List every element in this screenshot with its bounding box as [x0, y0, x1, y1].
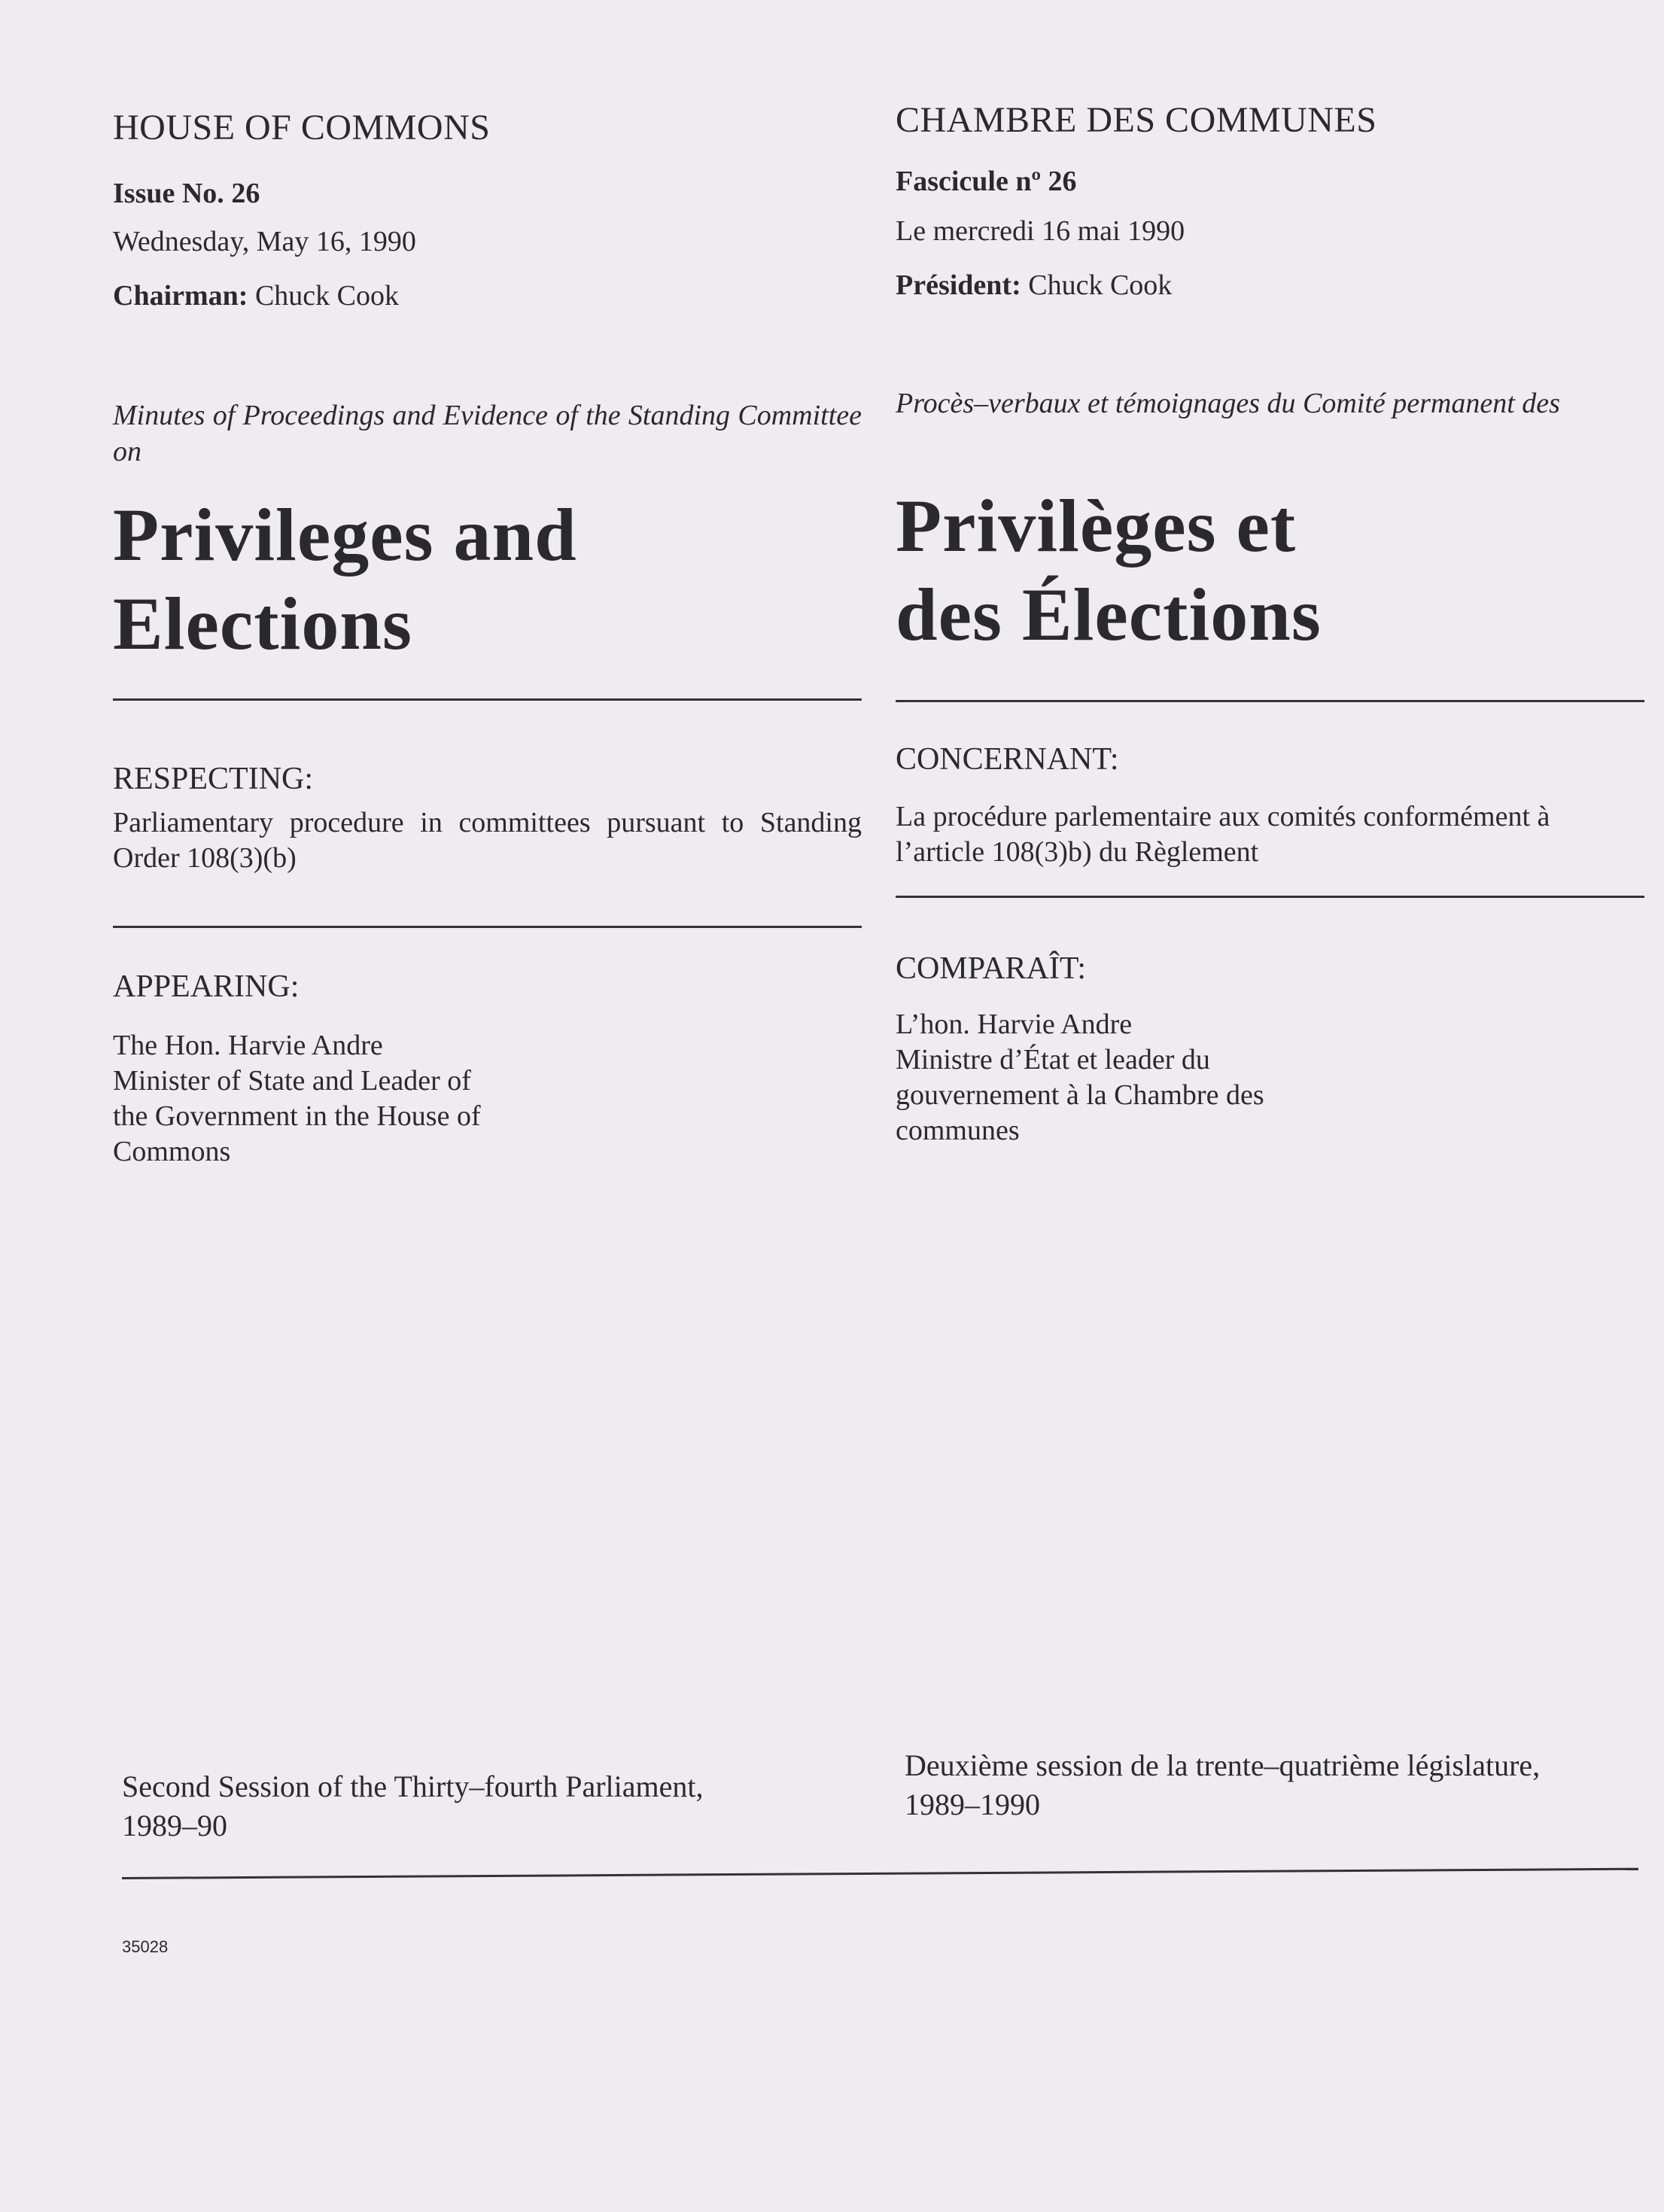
chambre-des-communes-heading: CHAMBRE DES COMMUNES — [896, 100, 1377, 140]
issue-value-en: 26 — [231, 178, 260, 209]
session-fr-line1: Deuxième session de la trente–quatrième législature, — [905, 1748, 1541, 1782]
chair-name-en: Chuck Cook — [254, 280, 400, 312]
president-fr — [896, 268, 1644, 303]
minutes-line-fr: Procès–verbaux et témoignages du Comité permanent des — [896, 388, 1560, 419]
comparait-list — [896, 1007, 1644, 1149]
comparait-line: L’hon. Harvie Andre — [896, 1009, 1133, 1040]
divider-fr-2 — [896, 896, 1644, 898]
respecting-body: Parliamentary procedure in committees pursuant to Standing Order 108(3)(b) — [113, 807, 862, 874]
concernant-body: La procédure parlementaire aux comités conformément à l’article 108(3)b) du Règlement — [896, 801, 1550, 868]
appearing-list — [113, 1028, 862, 1170]
chairman-en — [113, 278, 862, 314]
committee-title-en-line1: Privileges and — [113, 493, 577, 577]
session-fr — [905, 1746, 1650, 1824]
divider-en-2 — [113, 926, 862, 928]
minutes-line-en: Minutes of Proceedings and Evidence of the Standing Committee on — [113, 400, 862, 467]
comparait-line: gouvernement à la Chambre des — [896, 1079, 1264, 1111]
issue-number-en — [113, 176, 862, 211]
date-en: Wednesday, May 16, 1990 — [113, 226, 416, 257]
footer-divider — [122, 1868, 1638, 1879]
appearing-line: The Hon. Harvie Andre — [113, 1030, 383, 1061]
chair-name-fr: Chuck Cook — [1028, 269, 1173, 301]
issue-number-fr — [896, 164, 1644, 199]
committee-title-fr-line1: Privilèges et — [896, 484, 1297, 567]
appearing-line: Commons — [113, 1136, 231, 1167]
appearing-line: Minister of State and Leader of — [113, 1065, 471, 1097]
print-code: 35028 — [122, 1937, 169, 1956]
respecting-heading: RESPECTING: — [113, 762, 314, 796]
comparait-line: communes — [896, 1115, 1020, 1146]
date-fr: Le mercredi 16 mai 1990 — [896, 215, 1185, 247]
issue-label-fr: Fascicule nº — [896, 166, 1042, 197]
issue-value-fr: 26 — [1048, 166, 1077, 197]
session-en-line2: 1989–90 — [122, 1809, 227, 1842]
committee-title-fr-line2: des Élections — [896, 573, 1322, 656]
concernant-heading: CONCERNANT: — [896, 742, 1119, 777]
issue-label-en: Issue No. — [113, 178, 224, 209]
divider-fr-1 — [896, 700, 1644, 702]
appearing-heading: APPEARING: — [113, 969, 300, 1004]
chair-label-en: Chairman: — [113, 280, 248, 312]
divider-en-1 — [113, 698, 862, 701]
session-fr-line2: 1989–1990 — [905, 1788, 1040, 1821]
chair-label-fr: Président: — [896, 269, 1021, 301]
comparait-line: Ministre d’État et leader du — [896, 1044, 1210, 1076]
session-en-line1: Second Session of the Thirty–fourth Parliament, — [122, 1769, 704, 1803]
appearing-line: the Government in the House of — [113, 1100, 481, 1132]
session-en — [122, 1767, 844, 1845]
house-of-commons-heading: HOUSE OF COMMONS — [113, 108, 491, 148]
comparait-heading: COMPARAÎT: — [896, 951, 1087, 986]
committee-title-en-line2: Elections — [113, 582, 412, 665]
